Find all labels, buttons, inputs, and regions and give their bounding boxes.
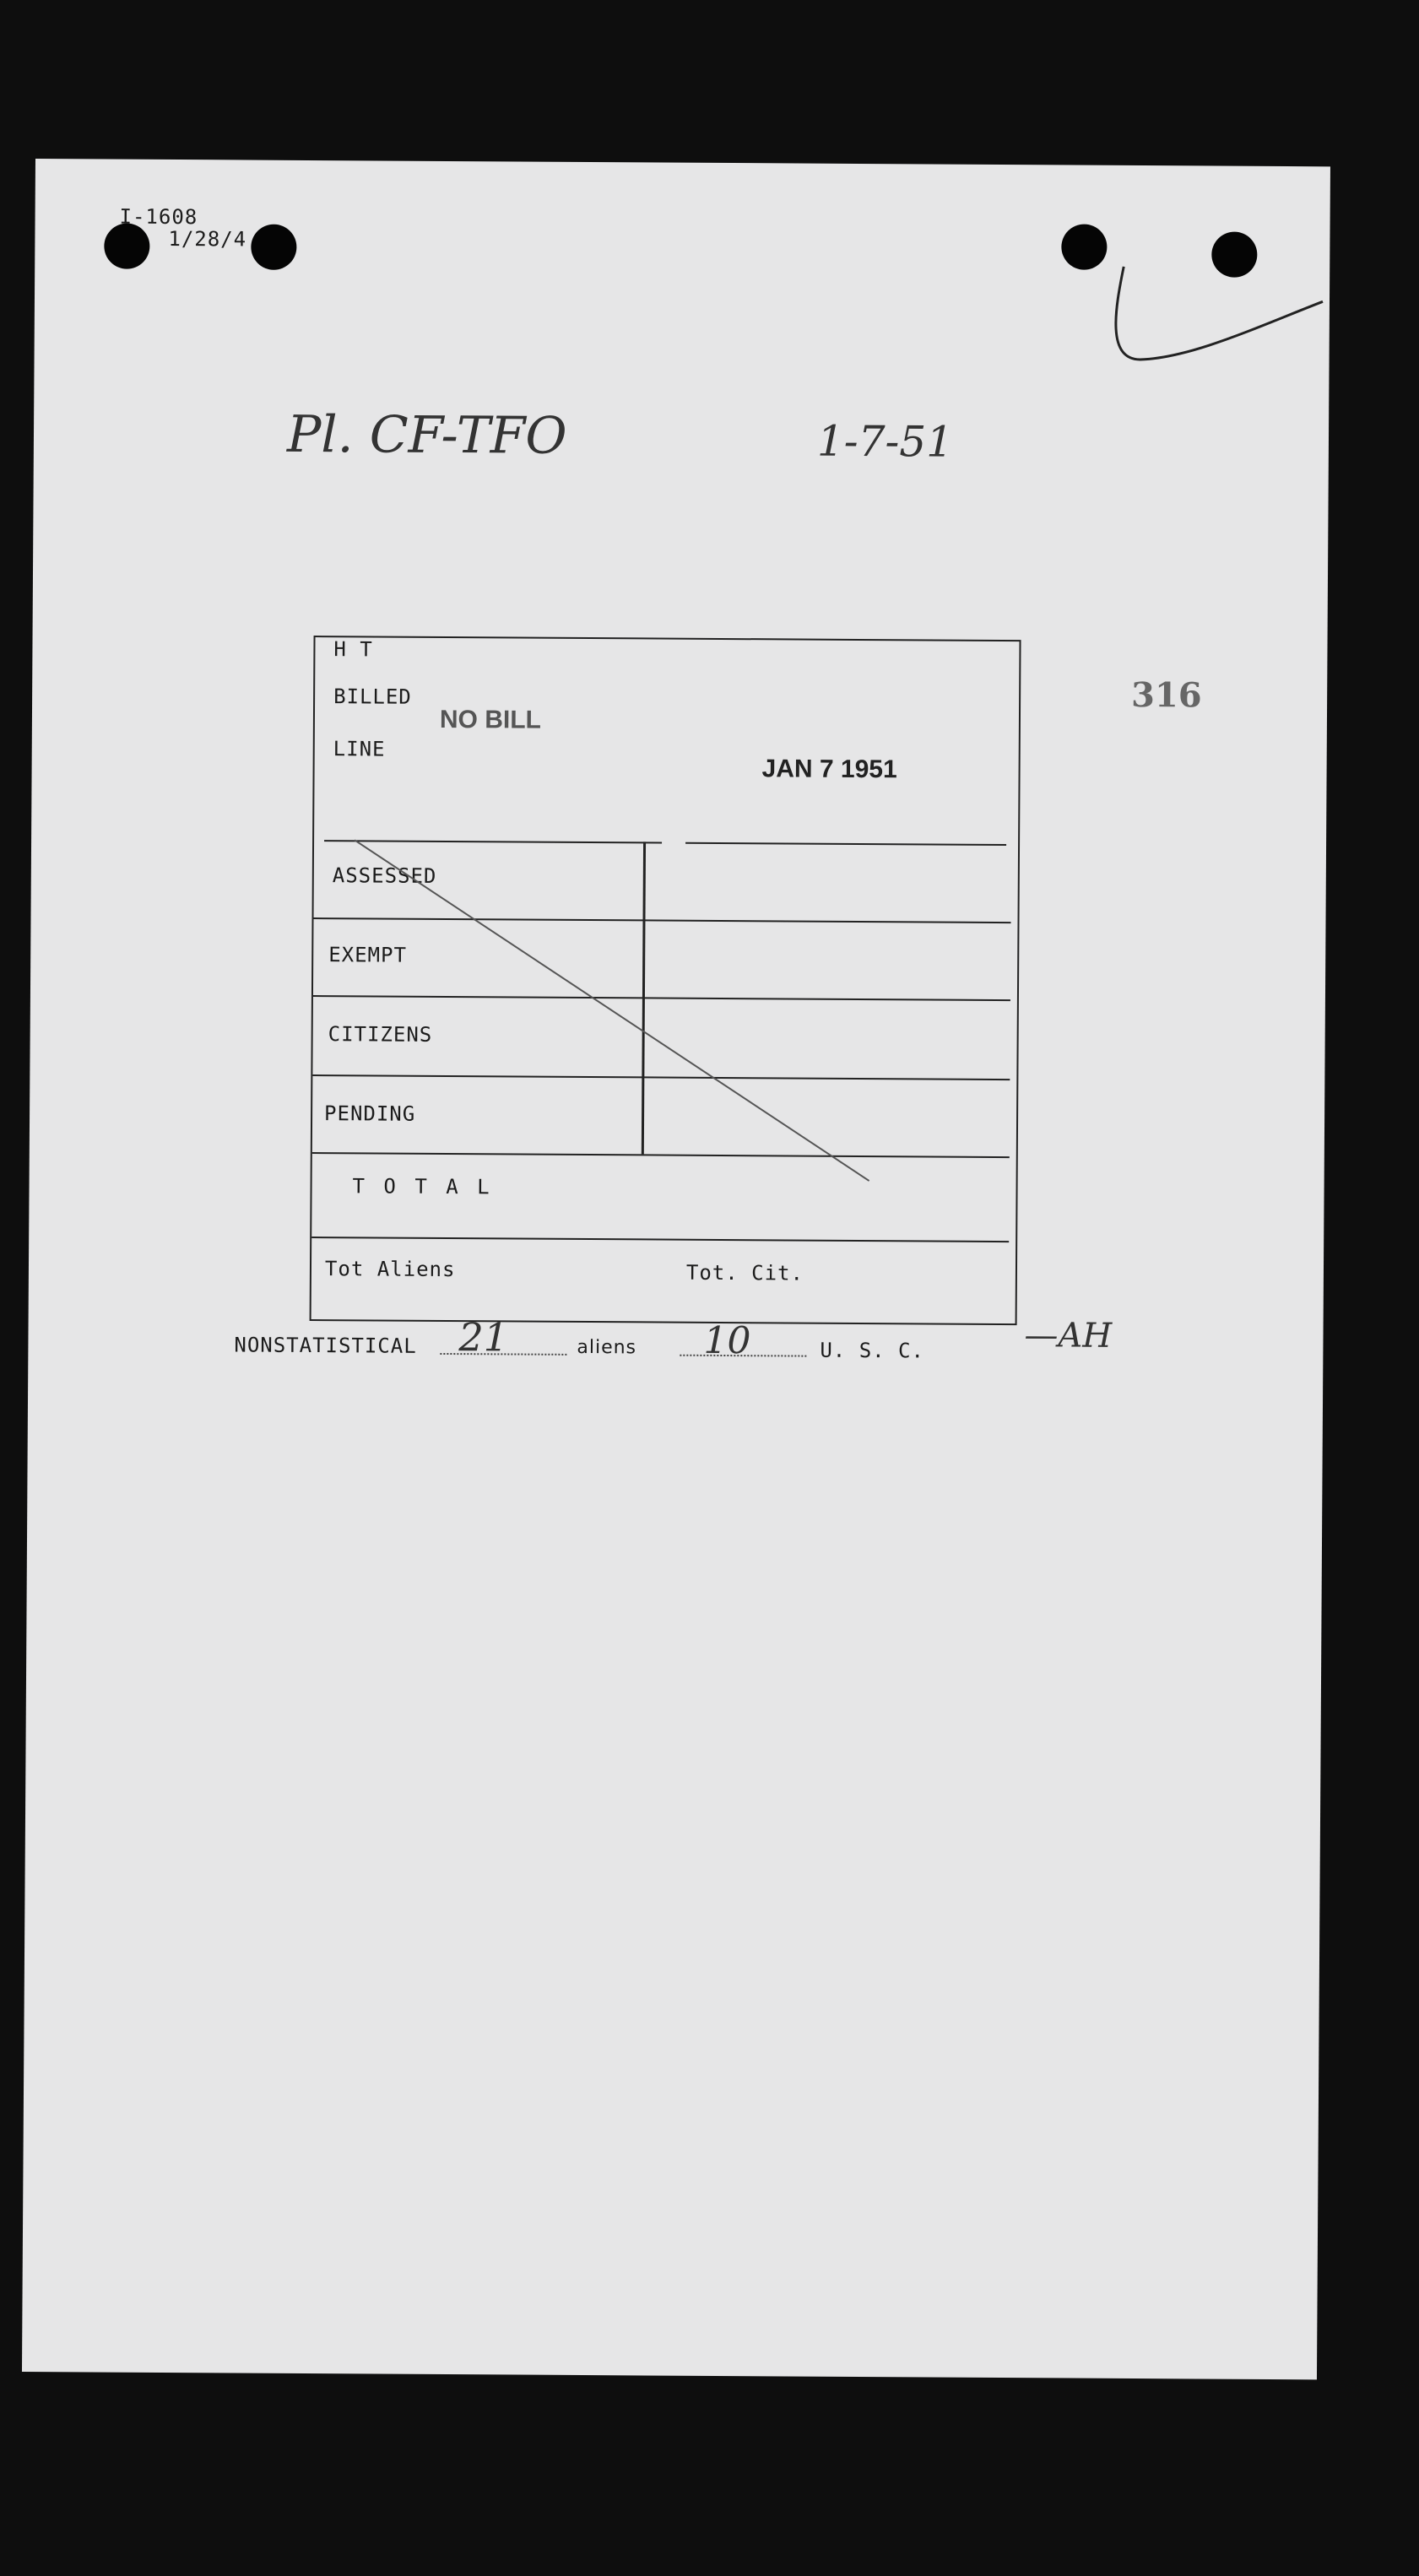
label-line: LINE — [333, 737, 386, 761]
diagonal-strike-line — [311, 637, 1023, 1327]
form-revision-date: 1/28/4 — [168, 226, 247, 252]
form-box — [310, 636, 1021, 1325]
label-exempt: EXEMPT — [328, 943, 408, 967]
label-ht: H T — [333, 637, 373, 662]
label-total: T O T A L — [352, 1174, 493, 1199]
nonstat-aliens-count: 21 — [458, 1314, 509, 1361]
page-number: 316 — [1130, 674, 1202, 716]
label-assessed: ASSESSED — [332, 863, 437, 888]
form-code: I-1608 — [119, 204, 198, 230]
pen-stroke-mark — [1073, 258, 1327, 370]
usc-label: U. S. C. — [820, 1338, 925, 1363]
handwritten-header: Pl. CF-TFO — [286, 404, 567, 466]
label-citizens: CITIZENS — [328, 1022, 433, 1047]
aliens-label: aliens — [577, 1336, 637, 1359]
nonstat-usc-count: 10 — [703, 1318, 751, 1363]
label-billed: BILLED — [333, 685, 412, 709]
label-pending: PENDING — [324, 1101, 416, 1126]
label-tot-cit: Tot. Cit. — [685, 1260, 804, 1285]
punch-hole-left-1 — [104, 223, 149, 268]
stamp-date: JAN 7 1951 — [761, 755, 897, 784]
handwritten-initials: —AH — [1024, 1316, 1113, 1356]
stamp-no-bill: NO BILL — [439, 705, 542, 734]
handwritten-date: 1-7-51 — [816, 416, 954, 467]
nonstatistical-label: NONSTATISTICAL — [234, 1333, 417, 1358]
document-page — [22, 159, 1330, 2379]
punch-hole-left-2 — [251, 225, 296, 270]
label-tot-aliens: Tot Aliens — [324, 1257, 456, 1282]
